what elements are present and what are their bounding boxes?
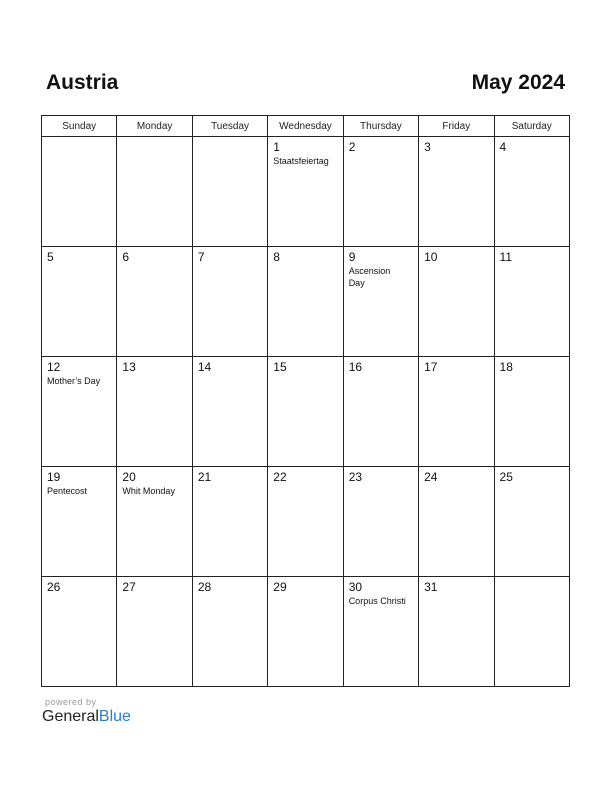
day-cell: [419, 577, 494, 687]
day-number: 9: [348, 250, 356, 264]
day-number: 17: [424, 360, 438, 374]
weekday-tuesday: Tuesday: [192, 116, 267, 137]
day-cell: [494, 577, 569, 687]
weekday-friday: Friday: [419, 116, 494, 137]
day-cell: [494, 247, 569, 357]
holiday-label: Whit Monday: [122, 486, 175, 496]
day-number: 24: [424, 470, 438, 484]
day-number: 10: [424, 250, 438, 264]
day-number: 26: [47, 580, 61, 594]
day-number: 12: [47, 360, 61, 374]
weekday-monday: Monday: [117, 116, 192, 137]
weekday-wednesday: Wednesday: [268, 116, 343, 137]
day-cell: [117, 357, 192, 467]
brand-blue: Blue: [98, 708, 131, 725]
week-row: [42, 357, 570, 467]
day-cell: [42, 467, 117, 577]
day-number: 19: [47, 470, 61, 484]
day-number: 15: [273, 360, 287, 374]
day-cell: [192, 357, 267, 467]
day-number: 30: [348, 580, 363, 594]
calendar-grid: [41, 115, 570, 687]
week-row: [42, 467, 570, 577]
day-cell: [419, 137, 494, 247]
week-row: [42, 577, 570, 687]
brand-general: General: [42, 708, 99, 725]
day-cell: [117, 247, 192, 357]
day-number: 7: [197, 250, 205, 264]
day-cell: [343, 247, 418, 357]
day-number: 20: [122, 470, 136, 484]
day-cell: [419, 467, 494, 577]
footer-branding: [42, 697, 131, 726]
day-number: 23: [348, 470, 363, 484]
day-cell: [117, 467, 192, 577]
week-row: [42, 247, 570, 357]
day-number: 14: [197, 360, 212, 374]
day-number: 31: [424, 580, 438, 594]
day-cell: [117, 577, 192, 687]
weekday-saturday: Saturday: [494, 116, 569, 137]
weekday-sunday: Sunday: [42, 116, 117, 137]
day-cell: [494, 357, 569, 467]
day-number: 2: [348, 140, 356, 154]
country-title: Austria: [46, 71, 119, 94]
day-number: 21: [197, 470, 212, 484]
day-cell: [42, 137, 117, 247]
day-number: 8: [273, 250, 280, 264]
day-number: 1: [273, 140, 280, 154]
holiday-label: Pentecost: [47, 486, 88, 496]
day-number: 28: [197, 580, 212, 594]
day-cell: [192, 137, 267, 247]
day-cell: [419, 357, 494, 467]
day-cell: [419, 247, 494, 357]
day-number: 25: [499, 470, 513, 484]
holiday-label: Staatsfeiertag: [273, 156, 329, 166]
week-row: [42, 137, 570, 247]
day-cell: [494, 467, 569, 577]
brand-logo: [42, 708, 131, 726]
weekday-header-row: [42, 116, 570, 137]
day-cell: [268, 357, 343, 467]
day-number: 27: [122, 580, 136, 594]
holiday-label: Mother’s Day: [47, 376, 101, 386]
day-number: 4: [499, 140, 507, 154]
weekday-thursday: Thursday: [343, 116, 418, 137]
day-cell: [343, 467, 418, 577]
day-cell: [494, 137, 569, 247]
day-number: 3: [424, 140, 431, 154]
day-cell: [343, 577, 418, 687]
day-cell: [268, 467, 343, 577]
day-number: 13: [122, 360, 136, 374]
day-number: 5: [47, 250, 54, 264]
day-number: 29: [273, 580, 287, 594]
day-number: 22: [273, 470, 287, 484]
day-cell: [192, 467, 267, 577]
day-number: 18: [499, 360, 513, 374]
day-cell: [268, 577, 343, 687]
holiday-label: Ascension Day: [348, 266, 391, 288]
day-cell: [192, 247, 267, 357]
powered-by-label: powered by: [45, 697, 97, 707]
day-number: 6: [122, 250, 130, 264]
day-cell: [343, 137, 418, 247]
day-number: 11: [499, 250, 512, 264]
holiday-label: Corpus Christi: [348, 596, 406, 606]
day-cell: [343, 357, 418, 467]
day-cell: [42, 357, 117, 467]
day-cell: [268, 247, 343, 357]
day-number: 16: [348, 360, 363, 374]
day-cell: [42, 247, 117, 357]
day-cell: [268, 137, 343, 247]
day-cell: [192, 577, 267, 687]
day-cell: [42, 577, 117, 687]
month-year-title: May 2024: [471, 71, 565, 94]
day-cell: [117, 137, 192, 247]
